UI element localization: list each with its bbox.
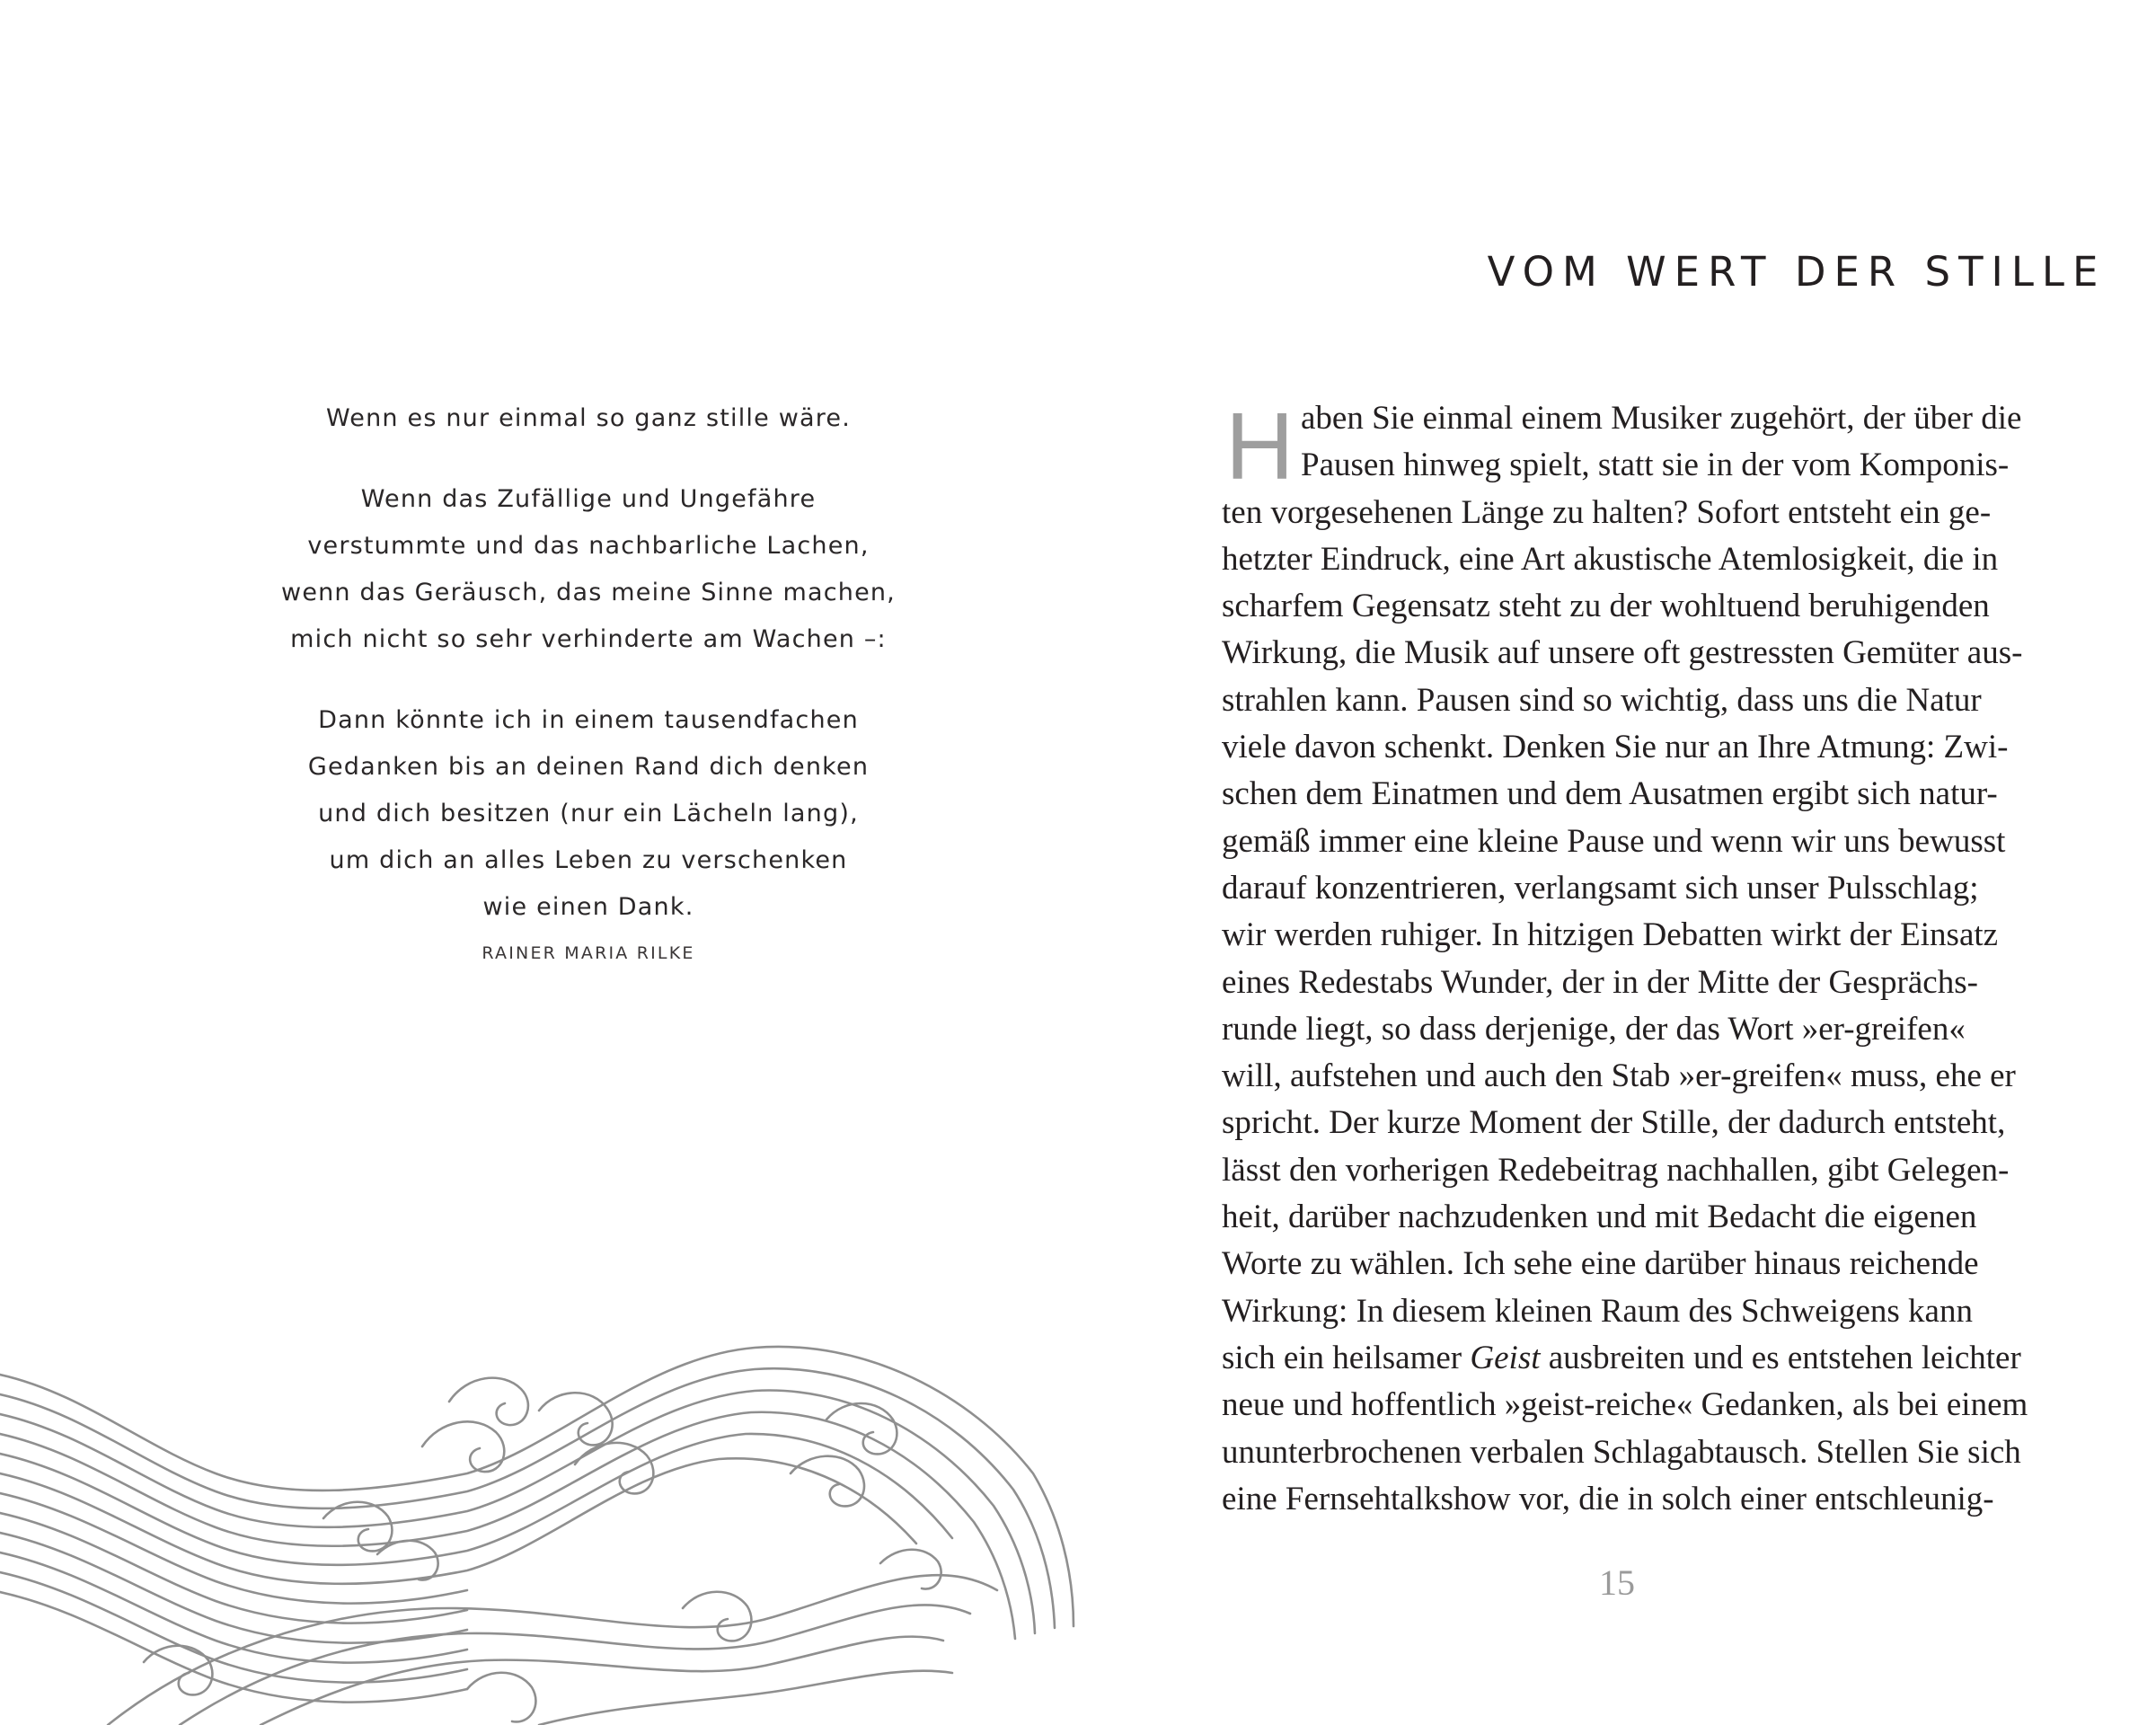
poem-line: und dich besitzen (nur ein Lächeln lang), — [318, 800, 859, 827]
poem-line: Gedanken bis an deinen Rand dich denken — [307, 753, 870, 781]
body-line: hetzter Eindruck, eine Art akustische Atemlosigkeit, die in — [1222, 540, 1999, 578]
poem-line: wie einen Dank. — [482, 893, 694, 921]
body-line: Pausen hinweg spielt, statt sie in der vom Komponis- — [1301, 447, 2010, 484]
body-line: Worte zu wählen. Ich sehe eine darüber hinaus reichende — [1222, 1245, 1979, 1283]
body-line: eine Fernsehtalkshow vor, die in solch einer entschleunig- — [1222, 1480, 1994, 1517]
poem-line: Dann könnte ich in einem tausendfachen — [318, 706, 859, 734]
body-line-with-italic — [1222, 1335, 2156, 1382]
body-text — [1222, 395, 2156, 1523]
body-line: ununterbrochenen verbalen Schlagabtausch. Stellen Sie sich — [1222, 1433, 2021, 1471]
poem-stanza — [243, 476, 934, 663]
body-line: Wirkung, die Musik auf unsere oft gestressten Gemüter aus- — [1222, 634, 2023, 672]
body-line: eines Redestabs Wunder, der in der Mitte der Gesprächs- — [1222, 963, 1978, 1001]
poem-line: wenn das Geräusch, das meine Sinne machen, — [281, 579, 896, 606]
body-line: neue und hoffentlich »geist-reiche« Gedanken, als bei einem — [1222, 1386, 2028, 1424]
poem-line: mich nicht so sehr verhinderte am Wachen –: — [290, 625, 887, 653]
poem-line: verstummte und das nachbarliche Lachen, — [307, 532, 870, 560]
body-line: viele davon schenkt. Denken Sie nur an Ihre Atmung: Zwi- — [1222, 729, 2009, 766]
poem-line: um dich an alles Leben zu verschenken — [329, 846, 848, 874]
body-line: gemäß immer eine kleine Pause und wenn wir uns bewusst — [1222, 822, 2006, 860]
poem-line: Wenn es nur einmal so ganz stille wäre. — [325, 404, 852, 432]
body-line: will, aufstehen und auch den Stab »er-greifen« muss, ehe er — [1222, 1057, 2016, 1095]
body-line: aben Sie einmal einem Musiker zugehört, der über die — [1301, 400, 2022, 437]
body-line: heit, darüber nachzudenken und mit Bedacht die eigenen — [1222, 1199, 1977, 1236]
body-line: schen dem Einatmen und dem Ausatmen ergibt sich natur- — [1222, 775, 1998, 813]
body-line: wir werden ruhiger. In hitzigen Debatten wirkt der Einsatz — [1222, 916, 1999, 954]
poem-line: Wenn das Zufällige und Ungefähre — [360, 485, 817, 513]
body-line-part: ausbreiten und es entstehen leichter — [1540, 1339, 2021, 1376]
poem-stanza — [243, 697, 934, 931]
poem-stanza — [243, 395, 934, 442]
body-line: runde liegt, so dass derjenige, der das Wort »er-greifen« — [1222, 1010, 1966, 1048]
poem — [243, 395, 934, 967]
italic-word: Geist — [1470, 1339, 1541, 1376]
page-number: 15 — [1599, 1562, 1635, 1603]
body-line: darauf konzentrieren, verlangsamt sich unser Pulsschlag; — [1222, 869, 1979, 907]
body-line: strahlen kann. Pausen sind so wichtig, dass uns die Natur — [1222, 681, 1982, 719]
waves-illustration — [0, 1339, 1078, 1725]
body-line: ten vorgesehenen Länge zu halten? Sofort entsteht ein ge- — [1222, 493, 1992, 531]
chapter-title: VOM WERT DER STILLE — [1487, 248, 2107, 296]
body-line: scharfem Gegensatz steht zu der wohltuend beruhigenden — [1222, 588, 1990, 625]
drop-cap: H — [1225, 394, 1294, 500]
body-line: spricht. Der kurze Moment der Stille, der dadurch entsteht, — [1222, 1104, 2006, 1142]
right-page — [1078, 0, 2156, 1725]
poem-author: RAINER MARIA RILKE — [482, 943, 695, 963]
body-line-part: sich ein heilsamer — [1222, 1339, 1471, 1376]
body-line: Wirkung: In diesem kleinen Raum des Schweigens kann — [1222, 1292, 1973, 1330]
body-line: lässt den vorherigen Redebeitrag nachhallen, gibt Gelegen- — [1222, 1151, 2010, 1189]
